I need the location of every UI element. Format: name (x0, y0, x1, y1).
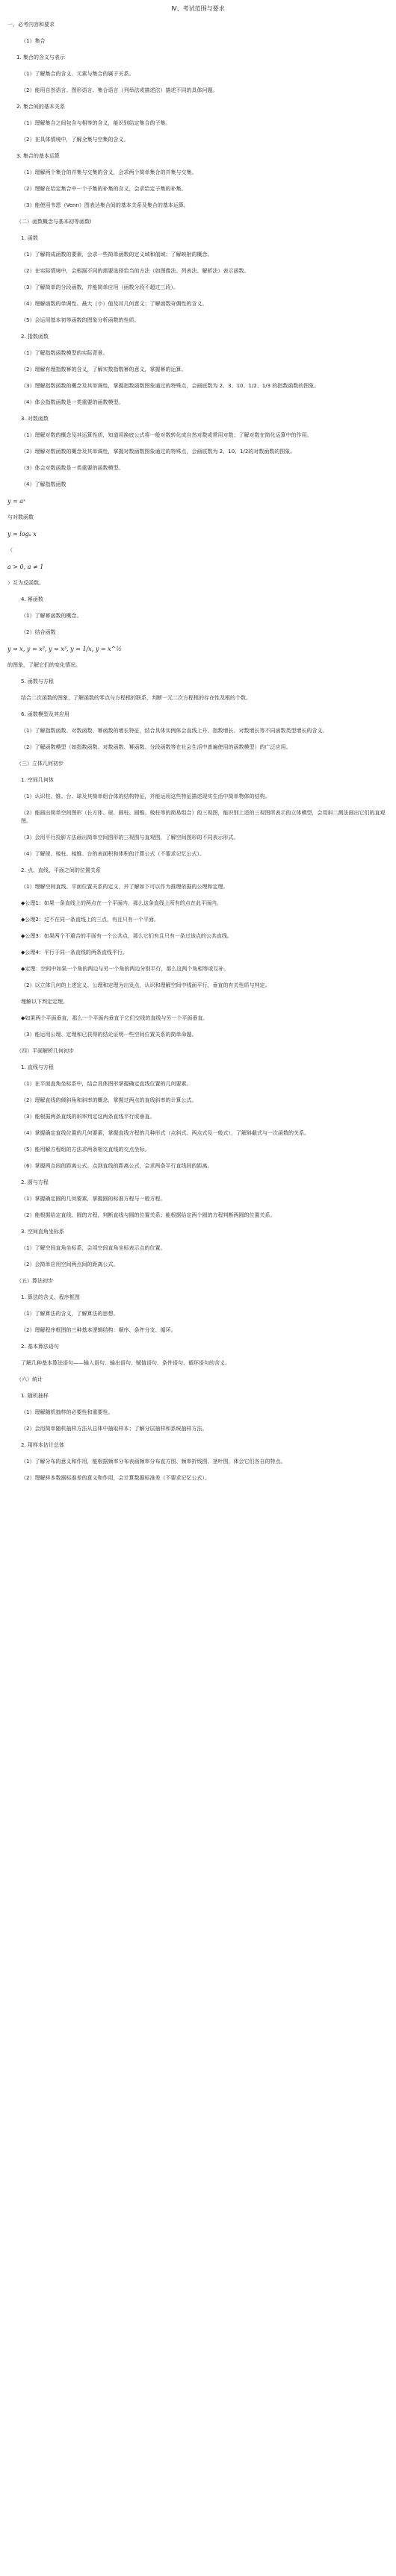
text-line: 一、必考内容和要求 (7, 22, 55, 28)
text-line: （2）能画出简单空间图形（长方体、球、圆柱、圆锥、棱柱等的简易组合）的三视图，能识别上述的三视图所表示的立体模型，会用斜二测法画出它们的直观图。 (21, 810, 386, 824)
text-line: （3）体会对数函数是一类重要的函数模型。 (21, 465, 124, 471)
text-line: （2）了解函数模型（如指数函数、对数函数、幂函数、分段函数等在社会生活中普遍使用的函数模型）的广泛应用。 (21, 744, 291, 750)
text-line: ◆公理1：如果一条直线上的两点在一个平面内，那么这条直线上所有的点在此平面内。 (21, 900, 222, 906)
text-line: （二）函数概念与基本初等函数Ⅰ (16, 219, 92, 225)
text-line: （2）能根据给定直线、圆的方程，判断直线与圆的位置关系；能根据给定两个圆的方程判断两圆的位置关系。 (21, 1212, 276, 1218)
text-line: （3）会用平行投影方法画出简单空间图形的三视图与直观图，了解空间图形的不同表示形式。 (21, 835, 239, 841)
text-line: 2. 点、直线、平面之间的位置关系 (21, 867, 101, 873)
text-line: （1）理解随机抽样的必要性和重要性。 (21, 1409, 114, 1415)
text-line: 了解几种基本算法语句——输入语句、输出语句、赋值语句、条件语句、循环语句的含义。 (21, 1360, 230, 1366)
text-line: （1）了解幂函数的概念。 (21, 613, 82, 619)
text-line: 1. 直线与方程 (21, 1064, 54, 1070)
text-line: （2）理解样本数据标准差的意义和作用，会计算数据标准差（不要求记忆公式）。 (21, 1475, 210, 1481)
text-line: （4）掌握确定直线位置的几何要素，掌握直线方程的几种形式（点斜式、两点式及一般式），了解斜截式与一次函数的关系。 (21, 1130, 309, 1136)
text-line: ◆公理3：如果两个不重合的平面有一个公共点，那么它们有且只有一条过该点的公共直线。 (21, 933, 232, 939)
text-line: （3）能根据两条直线的斜率判定这两条直线平行或垂直。 (21, 1114, 155, 1120)
text-line: （1）了解分布的意义和作用，能根据频率分布表画频率分布直方图、频率折线图、茎叶图，体会它们各自的特点。 (21, 1459, 286, 1465)
text-line: （5）会运用基本初等函数的图象分析函数的性质。 (21, 317, 140, 323)
formula-line: y = logₐ x (7, 531, 37, 537)
text-line: ◆定理：空间中如果一个角的两边与另一个角的两边分别平行，那么这两个角相等或互补。 (21, 966, 229, 972)
formula-line: y = x, y = x², y = x³, y = 1/x, y = x^½ (7, 646, 123, 652)
formula-line: a > 0, a ≠ 1 (7, 564, 44, 570)
text-line: （1）了解指数函数模型的实际背景。 (21, 350, 108, 356)
text-line: （1）了解集合的含义、元素与集合的属于关系。 (21, 71, 134, 77)
text-line: ◆如果两个平面垂直，那么一个平面内垂直于它们交线的直线与另一个平面垂直。 (21, 1015, 208, 1021)
text-line: （2）理解对数函数的概念及其单调性，掌握对数函数图象通过的特殊点，会画底数为 2、10、1/2的对数函数的图象。 (21, 449, 296, 455)
text-line: （4）体会指数函数是一类重要的函数模型。 (21, 399, 124, 405)
text-line: （1）理解集合之间包含与相等的含义，能识别给定集合的子集。 (21, 120, 171, 126)
text-line: （2）能用自然语言、图形语言、集合语言（列举法或描述法）描述不同的具体问题。 (21, 87, 218, 93)
text-line: （2）理解直线的倾斜角和斜率的概念，掌握过两点的直线斜率的计算公式。 (21, 1097, 197, 1103)
text-line: 3. 空间直角坐标系 (21, 1229, 64, 1235)
text-line: ◆公理4：平行于同一条直线的两条直线平行。 (21, 949, 128, 955)
text-line: 2. 基本算法语句 (21, 1344, 59, 1350)
text-line: （6）掌握两点间的距离公式、点到直线的距离公式，会求两条平行直线间的距离。 (21, 1163, 213, 1169)
text-line: 1. 集合的含义与表示 (16, 54, 65, 60)
text-line: （1）在平面直角坐标系中，结合具体图形掌握确定直线位置的几何要素。 (21, 1081, 192, 1087)
text-line: （1）集合 (21, 38, 46, 44)
formula-line: y = aˣ (7, 498, 25, 505)
text-line: （1）掌握确定圆的几何要素，掌握圆的标准方程与一般方程。 (21, 1196, 166, 1202)
text-line: 2. 集合间的基本关系 (16, 104, 65, 110)
text-line: 1. 空间几何体 (21, 777, 54, 783)
text-line: （3）能运用公理、定理和已获得的结论证明一些空间位置关系的简单命题。 (21, 1032, 197, 1038)
text-line: （2）在实际情境中，会根据不同的需要选择恰当的方法（如图像法、列表法、解析法）表示函数。 (21, 268, 250, 274)
text-line: ◆公理2：过不在同一条直线上的三点，有且只有一个平面。 (21, 917, 159, 923)
text-line: ）互为反函数。 (7, 580, 44, 586)
text-line: 1. 随机抽样 (21, 1393, 49, 1399)
document-title: Ⅳ、考试范围与要求 (171, 5, 225, 12)
text-line: 与对数函数 (7, 514, 34, 520)
text-line: 2. 圆与方程 (21, 1179, 49, 1185)
text-line: （三）立体几何初步 (16, 761, 64, 767)
text-line: （4）理解函数的单调性、最大（小）值及其几何意义；了解函数奇偶性的含义。 (21, 301, 208, 307)
text-line: （5）能用解方程组的方法求两条相交直线的交点坐标。 (21, 1147, 150, 1153)
text-line: （2）结合函数 (21, 629, 56, 635)
text-line: （2）会简单应用空间两点间的距离公式。 (21, 1262, 119, 1267)
text-line: （1）认识柱、锥、台、球及其简单组合体的结构特征，并能运用这些特征描述现实生活中简单物体的结构。 (21, 793, 270, 799)
text-line: 理解以下判定定理。 (21, 999, 68, 1005)
text-line: 1. 算法的含义、程序框图 (21, 1294, 80, 1300)
text-line: （ (7, 547, 13, 553)
text-line: （六）统计 (16, 1376, 43, 1382)
text-line: （1）理解对数的概念及其运算性质，知道用换底公式将一般对数转化成自然对数或常用对数；了解对数在简化运算中的作用。 (21, 432, 312, 438)
text-line: 6. 函数模型及其应用 (21, 711, 69, 717)
text-line: 结合二次函数的图象，了解函数的零点与方程根的联系，判断一元二次方程根的存在性及根的个数。 (21, 695, 251, 701)
text-line: （1）了解指数函数、对数函数、幂函数的增长特征，结合具体实例体会直线上升、指数增长、对数增长等不同函数类型增长的含义。 (21, 728, 328, 734)
text-line: 5. 函数与方程 (21, 679, 54, 684)
text-line: （4）了解球、棱柱、棱锥、台的表面积和体积的计算公式（不要求记忆公式）。 (21, 851, 205, 857)
text-line: （1）了解算法的含义，了解算法的思想。 (21, 1311, 119, 1317)
text-line: 4. 幂函数 (21, 596, 43, 602)
text-line: （2）理解在给定集合中一个子集的补集的含义，会求给定子集的补集。 (21, 186, 187, 192)
text-line: （1）理解空间直线、平面位置关系的定义，并了解如下可以作为推理依据的公理和定理。 (21, 884, 229, 890)
text-line: （3）能使用韦恩（Venn）图表达集合间的基本关系及集合的基本运算。 (21, 202, 189, 208)
document-body (7, 21, 389, 1482)
text-line: （3）了解简单的分段函数，并能简单应用（函数分段不超过三段）。 (21, 284, 179, 290)
text-line: （1）理解两个集合的并集与交集的含义，会求两个简单集合的并集与交集。 (21, 169, 197, 175)
text-line: 1. 函数 (21, 235, 38, 241)
text-line: （2）理解程序框图的三种基本逻辑结构：顺序、条件分支、循环。 (21, 1327, 176, 1333)
text-line: 3. 集合的基本运算 (16, 153, 60, 159)
text-line: （2）在具体情境中，了解全集与空集的含义。 (21, 137, 129, 143)
text-line: （2）会用简单随机抽样方法从总体中抽取样本；了解分层抽样和系统抽样方法。 (21, 1426, 208, 1432)
text-line: 3. 对数函数 (21, 416, 49, 422)
text-line: （五）算法初步 (16, 1278, 53, 1284)
text-line: （3）理解指数函数的概念及其单调性，掌握指数函数图象通过的特殊点，会画底数为 2、3、10、1/2、1/3 的指数函数的图象。 (21, 383, 320, 389)
text-line: 2. 指数函数 (21, 334, 49, 340)
text-line: 的图象，了解它们的变化情况。 (7, 662, 81, 668)
text-line: （1）了解构成函数的要素，会求一些简单函数的定义域和值域；了解映射的概念。 (21, 252, 213, 258)
text-line: （四）平面解析几何初步 (16, 1048, 74, 1054)
text-line: （4）了解指数函数 (21, 481, 66, 487)
text-line: （2）理解有理指数幂的含义，了解实数指数幂的意义，掌握幂的运算。 (21, 367, 187, 372)
text-line: （2）以立体几何的上述定义、公理和定理为出发点，认识和理解空间中线面平行、垂直的有关性质与判定。 (21, 982, 270, 988)
text-line: （1）了解空间直角坐标系，会用空间直角坐标表示点的位置。 (21, 1245, 166, 1251)
text-line: 2. 用样本估计总体 (21, 1442, 64, 1448)
